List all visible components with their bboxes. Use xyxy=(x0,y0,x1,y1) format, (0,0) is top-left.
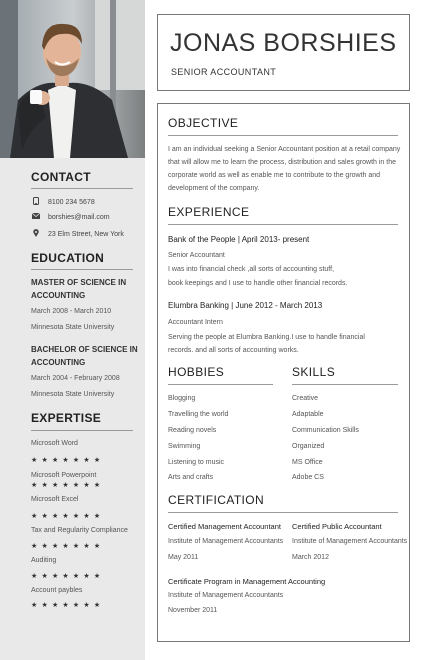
rating-stars: ★★★★★★★ xyxy=(31,457,105,464)
hobby-item: Arts and crafts xyxy=(168,474,214,481)
education-degree: BACHELOR OF SCIENCE IN ACCOUNTING xyxy=(31,345,138,367)
skill-item: MS Office xyxy=(292,459,323,466)
job-description-line: book keepings and I use to handle other financial records. xyxy=(168,280,348,287)
certification-issuer: Institute of Management Accountants xyxy=(292,538,408,545)
education-dates: March 2004 - February 2008 xyxy=(31,375,120,382)
expertise-skill-name: Microsoft Word xyxy=(31,440,78,447)
expertise-skill-name: Auditing xyxy=(31,557,57,564)
job-role: SENIOR ACCOUNTANT xyxy=(171,67,277,77)
hobby-item: Reading novels xyxy=(168,427,217,434)
street-address: 23 Elm Street, New York xyxy=(48,230,124,238)
certification-title: Certificate Program in Management Accounting xyxy=(168,577,326,586)
rating-stars: ★★★★★★★ xyxy=(31,513,105,520)
objective-divider xyxy=(168,135,398,136)
expertise-skill-name: Microsoft Excel xyxy=(31,496,79,503)
main-content-box xyxy=(157,103,410,642)
rating-stars: ★★★★★★★ xyxy=(31,573,105,580)
job-description-line: records. and all sorts of accounting works. xyxy=(168,347,299,354)
education-divider xyxy=(31,269,133,270)
mail-icon xyxy=(31,213,41,221)
education-heading: EDUCATION xyxy=(31,251,105,265)
education-dates: March 2008 - March 2010 xyxy=(31,308,112,315)
job-description-line: Serving the people at Elumbra Banking.I use to handle financial xyxy=(168,334,365,341)
rating-stars: ★★★★★★★ xyxy=(31,602,105,609)
name-header-box xyxy=(157,14,410,91)
skill-item: Communication Skills xyxy=(292,427,359,434)
skills-heading: SKILLS xyxy=(292,365,336,379)
certification-date: March 2012 xyxy=(292,554,329,561)
location-pin-icon xyxy=(31,229,41,239)
job-position: Senior Accountant xyxy=(168,252,225,259)
certification-divider xyxy=(168,512,398,513)
hobby-item: Blogging xyxy=(168,395,196,402)
certification-issuer: Institute of Management Accountants xyxy=(168,538,284,545)
contact-address xyxy=(31,229,124,239)
expertise-skill-name: Account paybles xyxy=(31,587,83,594)
objective-text: I am an individual seeking a Senior Accountant position at a retail company that will allow me to learn the process, distribution and sales growth in the corporate world as well as enable me to contribute to the growth and development of the company. xyxy=(168,146,401,192)
certification-title: Certified Public Accountant xyxy=(292,522,382,531)
certification-issuer: Institute of Management Accountants xyxy=(168,592,284,599)
contact-heading: CONTACT xyxy=(31,170,91,184)
full-name: JONAS BORSHIES xyxy=(170,29,397,57)
certification-date: May 2011 xyxy=(168,554,199,561)
hobby-item: Swimming xyxy=(168,443,201,450)
skill-item: Adobe CS xyxy=(292,474,324,481)
expertise-skill-name: Microsoft Powerpoint xyxy=(31,472,97,479)
education-school: Minnesota State University xyxy=(31,391,115,398)
rating-stars: ★★★★★★★ xyxy=(31,543,105,550)
phone-icon xyxy=(31,197,41,207)
contact-email xyxy=(31,213,110,221)
hobby-item: Listening to music xyxy=(168,459,225,466)
education-school: Minnesota State University xyxy=(31,324,115,331)
expertise-heading: EXPERTISE xyxy=(31,411,102,425)
skill-item: Organized xyxy=(292,443,325,450)
skill-item: Creative xyxy=(292,395,319,402)
skill-item: Adaptable xyxy=(292,411,324,418)
skills-divider xyxy=(292,384,398,385)
hobbies-heading: HOBBIES xyxy=(168,365,225,379)
job-title: Elumbra Banking | June 2012 - March 2013 xyxy=(168,301,323,310)
education-degree: MASTER OF SCIENCE IN ACCOUNTING xyxy=(31,278,127,300)
hobby-item: Travelling the world xyxy=(168,411,229,418)
job-position: Accountant Intern xyxy=(168,319,223,326)
phone-number: 8100 234 5678 xyxy=(48,198,95,206)
contact-divider xyxy=(31,188,133,189)
rating-stars: ★★★★★★★ xyxy=(31,482,105,489)
expertise-skill-name: Tax and Regularity Compliance xyxy=(31,527,128,534)
job-title: Bank of the People | April 2013- present xyxy=(168,235,310,244)
sidebar xyxy=(0,0,145,660)
job-description-line: I was into financial check ,all sorts of accounting stuff, xyxy=(168,266,335,273)
certification-title: Certified Management Accountant xyxy=(168,522,281,531)
experience-heading: EXPERIENCE xyxy=(168,205,250,219)
certification-heading: CERTIFICATION xyxy=(168,493,265,507)
experience-divider xyxy=(168,224,398,225)
contact-phone xyxy=(31,197,95,207)
profile-photo xyxy=(0,0,145,158)
expertise-divider xyxy=(31,430,133,431)
email-address: borshies@mail.com xyxy=(48,213,110,221)
hobbies-divider xyxy=(168,384,273,385)
objective-heading: OBJECTIVE xyxy=(168,116,239,130)
certification-date: November 2011 xyxy=(168,607,218,614)
